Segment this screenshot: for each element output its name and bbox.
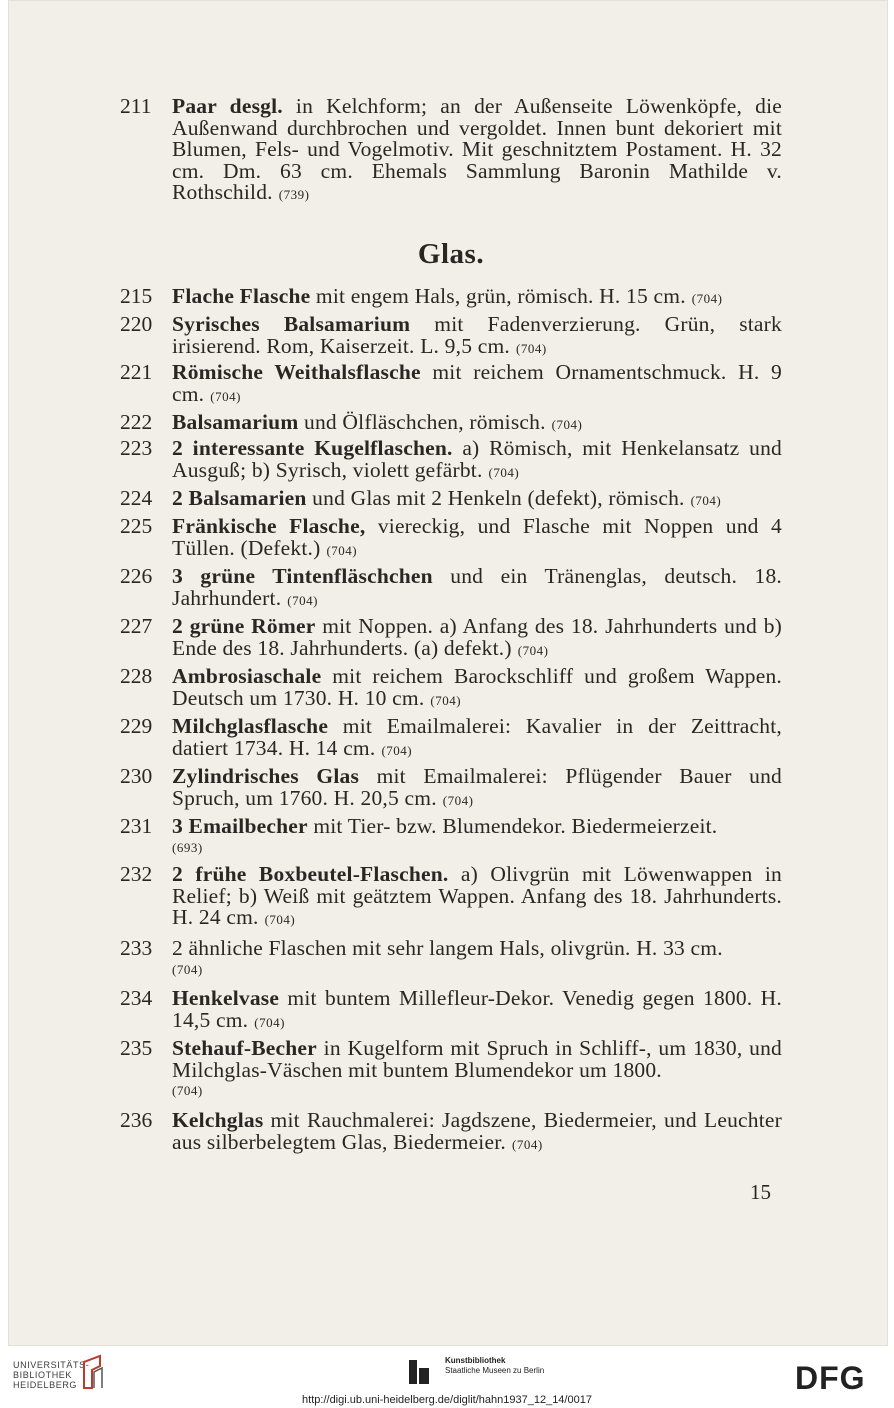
entry-number: 223 <box>120 436 153 460</box>
entry-223 <box>120 438 782 483</box>
entry-title: 3 grüne Tintenfläschchen <box>172 564 433 588</box>
entry-234 <box>120 988 782 1033</box>
entry-text: in Kelchform; an der Außenseite Löwenköpfe, die Außenwand durchbrochen und vergoldet. Innen bunt dekoriert mit Blumen, Fels- und Vogelmotiv. Mit geschnitztem Postament. H. 32 cm. Dm. 63 cm. Ehemals Sammlung Baronin Mathilde v. Rothschild. <box>172 94 783 204</box>
entry-title: 2 interessante Kugelflaschen. <box>172 436 453 460</box>
university-logo-icon <box>80 1354 106 1390</box>
entry-ref: (704) <box>517 642 549 658</box>
entry-ref: (704) <box>210 388 241 404</box>
entry-ref: (704) <box>511 1136 543 1152</box>
entry-text: und ein Tränenglas, deutsch. 18. Jahrhundert. <box>172 564 782 610</box>
section-heading: Glas. <box>417 238 485 270</box>
entry-ref: (704) <box>264 912 296 927</box>
entry-ref: (693) <box>172 839 203 855</box>
entry-233 <box>120 938 782 980</box>
entry-title: Syrisches Balsamarium <box>172 312 411 336</box>
entry-text: 2 ähnliche Flaschen mit sehr langem Hals, olivgrün. H. 33 cm. <box>172 936 723 960</box>
university-library-logo-text <box>13 1360 89 1390</box>
entry-number: 222 <box>120 410 153 434</box>
entry-number: 215 <box>120 284 153 308</box>
entry-text: mit Emailmalerei: Kavalier in der Zeittracht, datiert 1734. H. 14 cm. <box>172 714 782 760</box>
entry-221 <box>120 362 782 407</box>
university-line-3: HEIDELBERG <box>13 1380 78 1390</box>
entry-text: mit reichem Barockschliff und großem Wappen. Deutsch um 1730. H. 10 cm. <box>172 664 782 710</box>
entry-text: viereckig, und Flasche mit Noppen und 4 Tüllen. (Defekt.) <box>172 514 782 560</box>
entry-ref: (704) <box>287 592 318 608</box>
entry-title: Flache Flasche <box>172 284 311 308</box>
entry-text: mit Emailmalerei: Pflügender Bauer und Spruch, um 1760. H. 20,5 cm. <box>172 764 782 810</box>
entry-227 <box>120 616 782 661</box>
entry-228 <box>120 666 782 711</box>
entry-number: 234 <box>120 986 153 1010</box>
entry-235 <box>120 1038 782 1101</box>
entry-text: a) Olivgrün mit Löwenwappen in Relief; b) Weiß mit geätztem Wappen. Anfang des 18. Jahrhunderts. H. 24 cm. <box>172 862 783 929</box>
entry-229 <box>120 716 782 761</box>
entry-title: Balsamarium <box>172 410 299 434</box>
entry-226 <box>120 566 782 611</box>
entry-text: mit Fadenverzierung. Grün, stark irisierend. Rom, Kaiserzeit. L. 9,5 cm. <box>172 312 782 358</box>
entry-title: 2 Balsamarien <box>172 486 307 510</box>
university-line-2: BIBLIOTHEK <box>13 1370 73 1380</box>
entry-text: in Kugelform mit Spruch in Schliff-, um 1830, und Milchglas-Väschen mit buntem Blumendekor um 1800. <box>172 1036 782 1082</box>
entry-title: Zylindrisches Glas <box>172 764 360 788</box>
entry-ref: (739) <box>278 187 310 202</box>
kb-title: Kunstbibliothek <box>445 1356 506 1365</box>
entry-text: mit buntem Millefleur-Dekor. Venedig gegen 1800. H. 14,5 cm. <box>172 986 782 1032</box>
entry-title: Henkelvase <box>172 986 280 1010</box>
entry-title: Fränkische Flasche, <box>172 514 366 538</box>
entry-number: 211 <box>120 94 152 118</box>
entry-236 <box>120 1110 782 1155</box>
entry-ref: (704) <box>515 340 547 356</box>
source-url-link[interactable]: http://digi.ub.uni-heidelberg.de/diglit/hahn1937_12_14/0017 <box>302 1394 592 1406</box>
entry-number: 228 <box>120 664 153 688</box>
entry-number: 236 <box>120 1108 153 1132</box>
university-line-1: UNIVERSITÄTS- <box>13 1360 90 1370</box>
entry-number: 224 <box>120 486 153 510</box>
entry-text: und Ölfläschchen, römisch. <box>298 410 546 434</box>
entry-ref: (704) <box>442 792 474 808</box>
entry-ref: (704) <box>551 417 583 432</box>
entry-ref: (704) <box>381 742 413 758</box>
entry-ref: (704) <box>690 493 722 508</box>
entry-ref: (704) <box>488 464 520 480</box>
entry-title: Stehauf-Becher <box>172 1036 317 1060</box>
entry-ref: (704) <box>172 1083 203 1098</box>
entry-number: 233 <box>120 936 153 960</box>
entry-title: Kelchglas <box>172 1108 264 1132</box>
entry-ref: (704) <box>430 692 462 708</box>
entry-232 <box>120 864 782 931</box>
catalog-page <box>8 0 888 1346</box>
kunstbibliothek-label <box>445 1356 544 1376</box>
entry-215 <box>120 286 782 310</box>
entry-number: 232 <box>120 862 153 886</box>
entry-title: Römische Weithalsflasche <box>172 360 421 384</box>
kb-subtitle: Staatliche Museen zu Berlin <box>445 1366 545 1375</box>
footer-bar <box>0 1346 894 1408</box>
entry-text: mit Noppen. a) Anfang des 18. Jahrhunderts und b) Ende des 18. Jahrhunderts. (a) defekt.) <box>172 614 783 660</box>
entry-number: 229 <box>120 714 153 738</box>
entry-number: 235 <box>120 1036 153 1060</box>
entry-231 <box>120 816 782 858</box>
entry-220 <box>120 314 782 359</box>
entry-title: 2 frühe Boxbeutel-Flaschen. <box>172 862 449 886</box>
entry-text: mit reichem Ornamentschmuck. H. 9 cm. <box>172 360 782 406</box>
entry-222 <box>120 412 782 436</box>
entry-number: 221 <box>120 360 153 384</box>
page-number: 15 <box>750 1180 771 1204</box>
kunstbibliothek-logo-icon <box>409 1360 429 1384</box>
entry-text: mit engem Hals, grün, römisch. H. 15 cm. <box>310 284 686 308</box>
entry-230 <box>120 766 782 811</box>
entry-text: mit Rauchmalerei: Jagdszene, Biedermeier, und Leuchter aus silberbelegtem Glas, Biedermeier. <box>172 1108 782 1154</box>
entry-number: 230 <box>120 764 153 788</box>
entry-title: 3 Emailbecher <box>172 814 308 838</box>
entry-224 <box>120 488 782 512</box>
entry-text: a) Römisch, mit Henkelansatz und Ausguß; b) Syrisch, violett gefärbt. <box>172 436 782 482</box>
entry-number: 231 <box>120 814 153 838</box>
entry-text: mit Tier- bzw. Blumendekor. Biedermeierzeit. <box>307 814 718 838</box>
entry-ref: (704) <box>254 1014 285 1030</box>
entry-ref: (704) <box>691 291 723 306</box>
entry-text: und Glas mit 2 Henkeln (defekt), römisch. <box>306 486 685 510</box>
entry-title: Paar desgl. <box>172 94 283 118</box>
entry-title: Milchglasflasche <box>172 714 329 738</box>
entry-title: 2 grüne Römer <box>172 614 316 638</box>
entry-number: 225 <box>120 514 153 538</box>
entry-211 <box>120 96 782 206</box>
entry-number: 226 <box>120 564 153 588</box>
dfg-logo: DFG <box>795 1360 866 1396</box>
entry-title: Ambrosiaschale <box>172 664 322 688</box>
entry-ref: (704) <box>326 542 358 558</box>
entry-225 <box>120 516 782 561</box>
entry-number: 220 <box>120 312 153 336</box>
entry-number: 227 <box>120 614 153 638</box>
entry-ref: (704) <box>172 961 203 977</box>
